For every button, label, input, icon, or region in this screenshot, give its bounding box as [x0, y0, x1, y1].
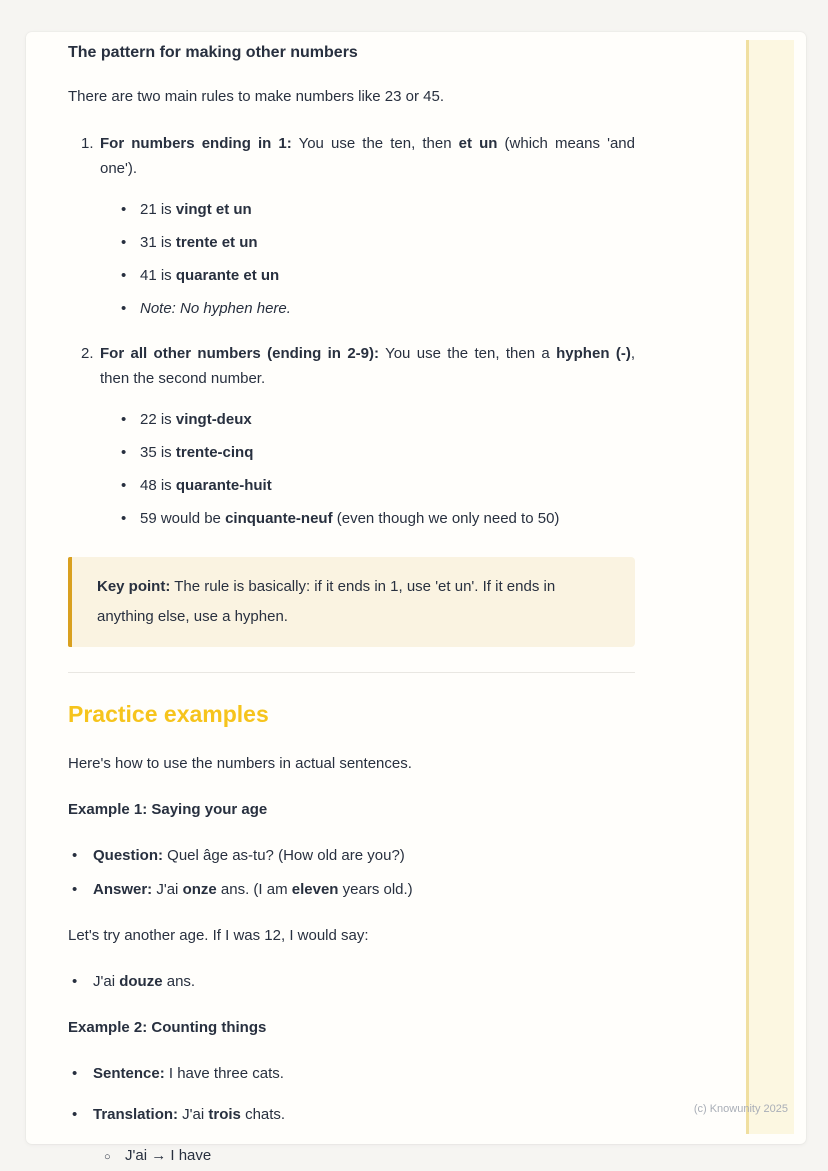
bold-text: trois: [208, 1106, 241, 1123]
age-followup-paragraph: Let's try another age. If I was 12, I would say:: [68, 927, 369, 944]
italic-text: Note: No hyphen here.: [140, 300, 291, 317]
text-run: J'ai → I have: [125, 1147, 212, 1164]
bold-text: For numbers ending in 1:: [100, 135, 292, 152]
sentence-text: [93, 1065, 284, 1082]
bold-text: vingt-deux: [175, 411, 252, 428]
rule-1-examples-list: [100, 198, 635, 321]
text-run: 31 is: [140, 234, 176, 251]
bold-text: Key point:: [97, 578, 171, 595]
text-run: 22 is: [140, 411, 176, 428]
text-run: 48 is: [140, 477, 176, 494]
bold-text: eleven: [291, 881, 339, 898]
text-run: 35 is: [140, 444, 176, 461]
text-run: (which means 'and one').: [100, 135, 635, 177]
text-run: J'ai: [178, 1106, 209, 1123]
bold-text: douze: [119, 973, 163, 990]
section-heading-practice: Practice examples: [68, 701, 269, 727]
rule-item-2: [68, 341, 635, 531]
list-item: [100, 264, 635, 288]
section-divider: [68, 672, 635, 673]
rule-2-examples-list: [100, 408, 635, 531]
list-item: [68, 878, 635, 902]
bold-text: quarante et un: [175, 267, 280, 284]
list-item: [68, 970, 635, 994]
list-item: [93, 1144, 635, 1168]
text-run: , then the second number.: [100, 345, 635, 387]
text-run: Quel âge as-tu? (How old are you?): [163, 847, 405, 864]
bold-text: Translation:: [93, 1106, 179, 1123]
bold-text: Answer:: [93, 881, 153, 898]
rule-1-text: [100, 131, 635, 181]
translation-breakdown-list: [93, 1144, 635, 1168]
page-edge-ribbon: [746, 40, 794, 1134]
bold-text: cinquante-neuf: [225, 510, 333, 527]
bold-text: trente et un: [175, 234, 258, 251]
text-run: J'ai: [152, 881, 183, 898]
text-run: You use the ten, then: [291, 135, 459, 152]
text-run: 59 would be: [140, 510, 226, 527]
list-item: [100, 441, 635, 465]
translation-text: [93, 1106, 285, 1123]
text-run: years old.): [338, 881, 413, 898]
bold-text: et un: [458, 135, 498, 152]
text-run: 21 is: [140, 201, 176, 218]
rule-item-1: [68, 131, 635, 321]
rules-list: [68, 131, 635, 531]
text-run: You use the ten, then a: [379, 345, 557, 362]
example-1-list: [68, 844, 635, 902]
list-item-translation: [68, 1103, 635, 1168]
key-point-callout: [68, 557, 635, 647]
document-page: [26, 32, 806, 1164]
page-content: [68, 42, 635, 1171]
bold-text: Sentence:: [93, 1065, 165, 1082]
pattern-intro: There are two main rules to make numbers like 23 or 45.: [68, 88, 445, 105]
text-run: chats.: [240, 1106, 286, 1123]
watermark: (c) Knowunity 2025: [693, 1103, 788, 1115]
key-point-text: [97, 572, 610, 632]
bold-text: For all other numbers (ending in 2-9):: [100, 345, 379, 362]
example-2-title: Example 2: Counting things: [68, 1019, 267, 1036]
section-heading-pattern: The pattern for making other numbers: [68, 44, 358, 61]
example-1-title: Example 1: Saying your age: [68, 801, 268, 818]
list-item: [100, 507, 635, 531]
bold-text: trente-cinq: [175, 444, 254, 461]
list-item: [100, 297, 635, 321]
text-run: (even though we only need to 50): [332, 510, 560, 527]
bold-text: onze: [182, 881, 217, 898]
bold-text: vingt et un: [175, 201, 252, 218]
example-2-list: [68, 1062, 635, 1168]
practice-intro: Here's how to use the numbers in actual sentences.: [68, 755, 412, 772]
list-item: [100, 474, 635, 498]
bold-text: quarante-huit: [175, 477, 272, 494]
text-run: The rule is basically: if it ends in 1, use 'et un'. If it ends in anything else, use a hyphen.: [97, 578, 556, 625]
age-followup-list: [68, 970, 635, 994]
list-item-sentence: [68, 1062, 635, 1086]
text-run: 41 is: [140, 267, 176, 284]
list-item: [100, 408, 635, 432]
text-run: ans.: [162, 973, 196, 990]
bold-text: Question:: [93, 847, 163, 864]
bold-text: hyphen (-): [556, 345, 631, 362]
rule-2-text: [100, 341, 635, 391]
text-run: J'ai: [93, 973, 120, 990]
list-item: [100, 231, 635, 255]
text-run: ans. (I am: [216, 881, 292, 898]
list-item: [68, 844, 635, 868]
text-run: I have three cats.: [164, 1065, 284, 1082]
list-item: [100, 198, 635, 222]
